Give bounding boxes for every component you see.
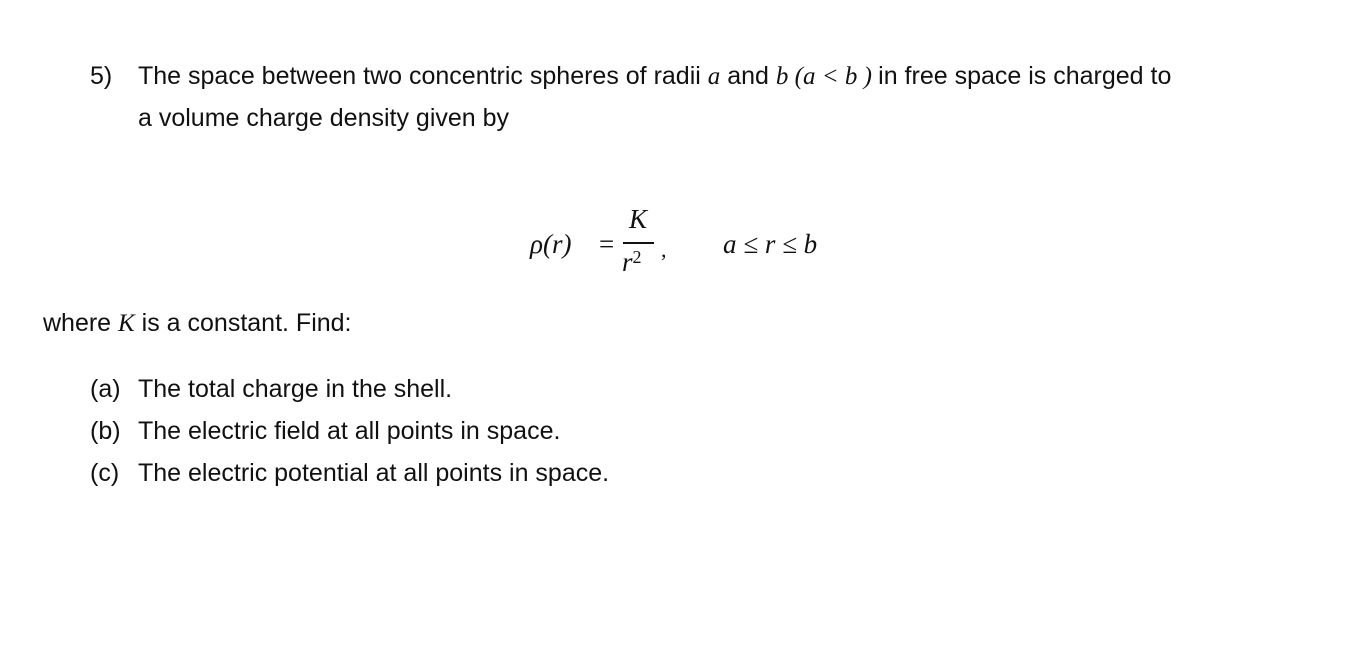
problem-number: 5) xyxy=(90,62,113,90)
where-line xyxy=(43,311,352,336)
part-b-text: The electric field at all points in space. xyxy=(138,417,561,445)
equation-comma: , xyxy=(661,237,667,262)
variable-b: b xyxy=(775,63,789,90)
part-c-text: The electric potential at all points in space. xyxy=(138,459,610,487)
fraction-numerator: K xyxy=(629,204,648,234)
statement-prefix: The space between two concentric spheres of radii xyxy=(138,62,708,90)
radius-condition: (a < b ) xyxy=(788,63,879,90)
where-suffix: is a constant. Find: xyxy=(134,309,352,337)
denominator-variable: r xyxy=(622,247,633,277)
part-a-text: The total charge in the shell. xyxy=(138,375,453,403)
radius-range: a ≤ r ≤ b xyxy=(723,229,818,259)
fraction-denominator xyxy=(622,248,642,276)
charge-density-equation xyxy=(530,206,870,280)
statement-and: and xyxy=(720,62,776,90)
part-b-label: (b) xyxy=(90,417,121,445)
problem-statement-line-2: a volume charge density given by xyxy=(138,104,510,132)
problem-statement-line-1 xyxy=(138,64,1171,89)
part-a-label: (a) xyxy=(90,375,121,403)
equals-sign: = xyxy=(599,229,615,259)
denominator-exponent: 2 xyxy=(632,247,642,267)
part-c-label: (c) xyxy=(90,459,120,487)
rho-of-r: ρ(r) xyxy=(530,229,572,259)
constant-k: K xyxy=(118,310,135,337)
fraction-bar xyxy=(623,242,654,244)
variable-a: a xyxy=(707,63,721,90)
statement-suffix: in free space is charged to xyxy=(878,62,1172,90)
where-prefix: where xyxy=(43,309,119,337)
